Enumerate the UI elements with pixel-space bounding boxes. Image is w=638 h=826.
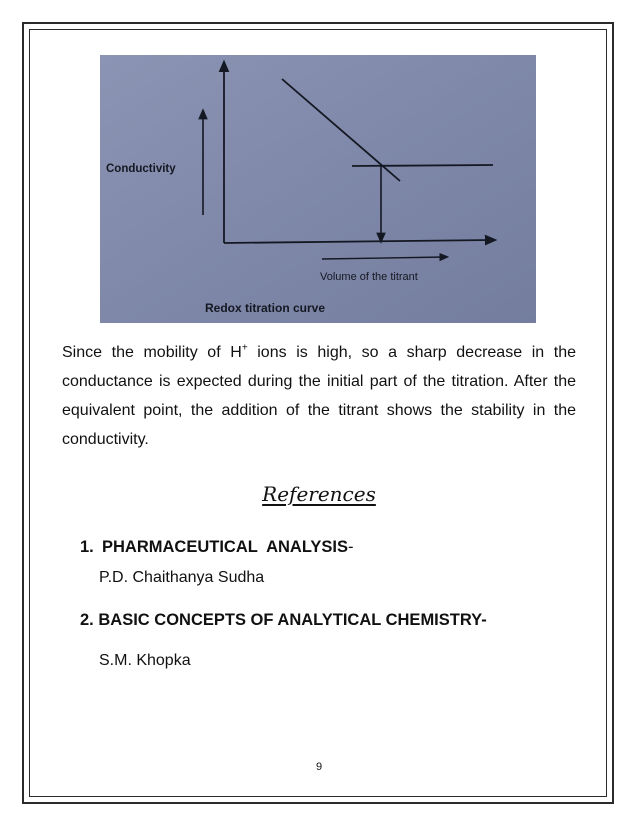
- reference-1-title: [80, 538, 354, 557]
- x-axis-label: Volume of the titrant: [320, 271, 418, 283]
- reference-1-author: P.D. Chaithanya Sudha: [99, 569, 265, 586]
- reference-2-number: 2.: [80, 611, 94, 629]
- reference-2-author: S.M. Khopka: [99, 652, 191, 669]
- references-heading: References: [262, 482, 376, 506]
- figure-caption: Redox titration curve: [205, 301, 326, 315]
- reference-2-title-text: BASIC CONCEPTS OF ANALYTICAL CHEMISTRY-: [98, 611, 487, 629]
- photo-background: [100, 55, 536, 323]
- reference-1-title-text: PHARMACEUTICAL ANALYSIS: [102, 538, 348, 556]
- paragraph-text-start: Since the mobility of H: [62, 344, 242, 361]
- constant-conductance-line: [352, 165, 493, 166]
- reference-1-number: 1.: [80, 538, 94, 556]
- paragraph-text-rest: ions is high, so a sharp decrease in the conductance is expected during the initial part of the titration. After the equivalent point, the addition of the titrant shows the stability in the conductivity.: [62, 344, 576, 448]
- superscript-plus: +: [241, 342, 248, 354]
- reference-1-dash: -: [348, 538, 354, 556]
- body-paragraph: [62, 338, 576, 454]
- y-axis-label: Conductivity: [106, 163, 176, 175]
- redox-titration-curve-photo: [100, 55, 536, 323]
- page-number: 9: [315, 761, 323, 773]
- reference-2-title: [80, 611, 487, 630]
